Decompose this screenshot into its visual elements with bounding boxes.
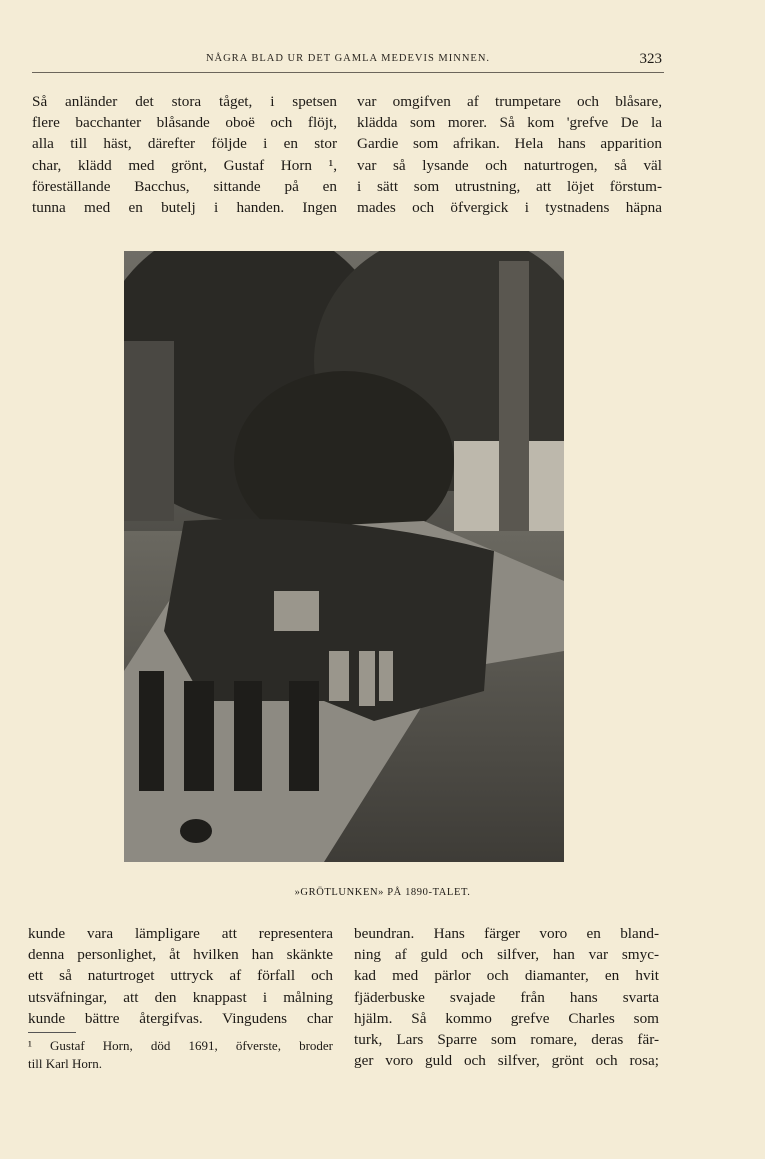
footnote-rule [28, 1032, 76, 1033]
text-line: Så anländer det stora tåget, i spetsen [32, 93, 337, 110]
page-number: 323 [639, 51, 662, 67]
text-line: beundran. Hans färger voro en bland- [354, 925, 659, 942]
footnote-line: ¹ Gustaf Horn, död 1691, öfverste, broder [28, 1038, 333, 1053]
text-line: char, klädd med grönt, Gustaf Horn ¹, [32, 156, 337, 174]
running-title: NÅGRA BLAD UR DET GAMLA MEDEVIS MINNEN. [205, 53, 491, 64]
text-line: föreställande Bacchus, sittande på en [32, 177, 337, 195]
text-line: Gardie som afrikan. Hela hans apparition [357, 135, 662, 153]
text-line: ett så naturtroget uttryck af förfall och [28, 967, 333, 985]
text-line: tunna med en butelj i handen. Ingen [32, 199, 337, 217]
footnote-line: till Karl Horn. [28, 1056, 103, 1071]
photo-caption: »GRÖTLUNKEN» PÅ 1890-TALET. [294, 887, 471, 898]
text-line: kunde vara lämpligare att representera [28, 925, 333, 942]
procession-photograph [124, 251, 564, 862]
text-line: kad med pärlor och diamanter, en hvit [354, 967, 659, 985]
bottom-left-column [28, 923, 333, 1029]
text-line: ger voro guld och silfver, grönt och rosa; [354, 1052, 659, 1070]
footnote [28, 1037, 333, 1073]
text-line: utsväfningar, att den knappast i målning [28, 988, 333, 1006]
text-line: i sätt som utrustning, att löjet förstum- [357, 177, 662, 195]
text-line: flere bacchanter blåsande oboë och flöjt, [32, 114, 337, 132]
text-line: kunde bättre återgifvas. Vingudens char [28, 1009, 333, 1027]
top-left-column [32, 91, 337, 218]
text-line: var omgifven af trumpetare och blåsare, [357, 93, 662, 110]
top-right-column [357, 91, 662, 218]
text-line: hjälm. Så kommo grefve Charles som [354, 1009, 659, 1027]
page-header [32, 50, 664, 73]
text-line: var så lysande och naturtrogen, så väl [357, 156, 662, 174]
text-line: turk, Lars Sparre som romare, deras fär- [354, 1031, 659, 1049]
text-line: ning af guld och silfver, han var smyc- [354, 946, 659, 964]
text-line: mades och öfvergick i tystnadens häpna [357, 199, 662, 217]
text-line: denna personlighet, åt hvilken han skänkte [28, 946, 333, 964]
text-line: fjäderbuske svajade från hans svarta [354, 988, 659, 1006]
bottom-right-column [354, 923, 659, 1071]
photo-illustration [124, 251, 564, 862]
text-line: alla till häst, därefter följde i en stor [32, 135, 337, 153]
text-line: klädda som morer. Så kom 'grefve De la [357, 114, 662, 132]
